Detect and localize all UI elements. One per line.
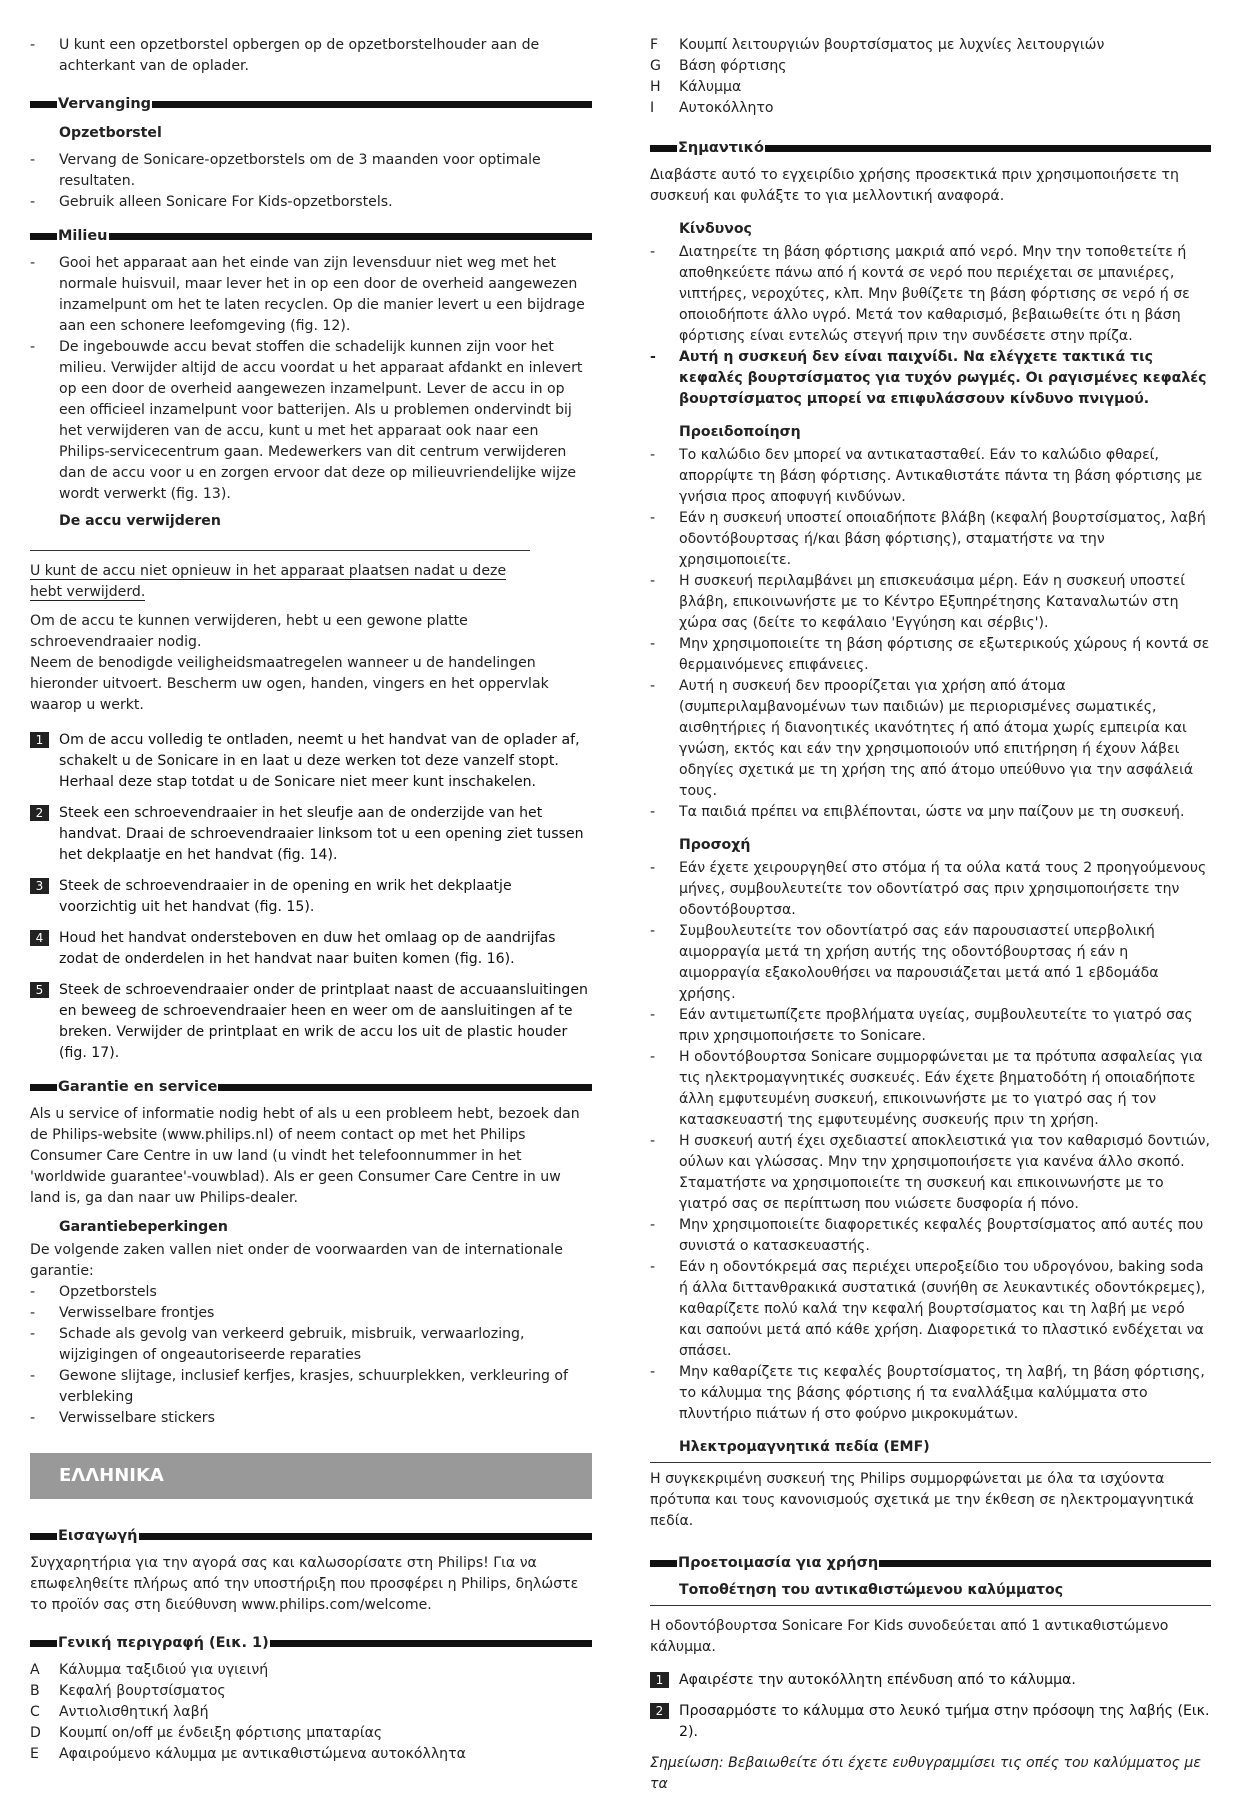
subheading-kindynos: Κίνδυνος [679, 221, 752, 237]
section-heading-milieu [30, 225, 592, 247]
step-item [30, 730, 592, 793]
part-letter: F [650, 37, 659, 53]
list-item: - U kunt een opzetborstel opbergen op de opzetborstelhouder aan de achterkant van de oplader. [30, 37, 540, 74]
list-item: - Εάν αντιμετωπίζετε προβλήματα υγείας, συμβουλευτείτε το γιατρό σας πριν χρησιμοποιήσετε το Sonicare. [650, 1007, 1193, 1044]
part-text: Αυτοκόλλητο [679, 100, 774, 116]
list-item: - Verwisselbare stickers [30, 1410, 215, 1426]
part-item [650, 56, 1211, 77]
paragraph: Διαβάστε αυτό το εγχειρίδιο χρήσης προσεκτικά πριν χρησιμοποιήσετε τη συσκευή και φυλάξτε το για μελλοντική αναφορά. [650, 167, 1179, 204]
list-item-text: Vervang de Sonicare-opzetborstels om de 3 maanden voor optimale resultaten. [59, 152, 541, 189]
list-item: - Η οδοντόβουρτσα Sonicare συμμορφώνεται με τα πρότυπα ασφαλείας για τις ηλεκτρομαγνητικές συσκευές. Εάν έχετε βηματοδότη ή οποιαδήποτε άλλη εμφυτευμένη συσκευή, επικοινωνήστε με το γιατρό σας ή τον κατασκευαστή της εμφυτευμένης συσκευής πριν τη χρήση. [650, 1049, 1203, 1128]
paragraph: Neem de benodigde veiligheidsmaatregelen wanneer u de handelingen hieronder uitvoert. Bescherm uw ogen, handen, vingers en het oppervlak waarop u werkt. [30, 655, 549, 713]
section-title: Γενική περιγραφή (Εικ. 1) [58, 1634, 269, 1651]
subheading-prosoxi: Προσοχή [679, 837, 751, 853]
part-text: Αντιολισθητική λαβή [59, 1704, 209, 1720]
list-item: - Μην χρησιμοποιείτε διαφορετικές κεφαλές βουρτσίσματος από αυτές που συνιστά ο κατασκευαστής. [650, 1217, 1204, 1254]
list-item-text: Verwisselbare frontjes [59, 1305, 215, 1321]
part-item [30, 1723, 592, 1744]
list-item: - Η συσκευή αυτή έχει σχεδιαστεί αποκλειστικά για τον καθαρισμό δοντιών, ούλων και γλώσσας. Μην την χρησιμοποιήσετε για κανένα άλλο σκοπό. Σταματήστε να χρησιμοποιείτε τη συσκευή και επικοινωνήστε με το γιατρό σας σε περίπτωση που νιώσετε δυσφορία ή πόνο. [650, 1133, 1211, 1212]
list-item-text: Εάν η συσκευή υποστεί οποιαδήποτε βλάβη (κεφαλή βουρτσίσματος, λαβή οδοντόβουρτσας ή/και βάση φόρτισης), σταματήστε να την χρησιμοποιείτε. [679, 510, 1206, 568]
list-item: - Η συσκευή περιλαμβάνει μη επισκευάσιμα μέρη. Εάν η συσκευή υποστεί βλάβη, επικοινωνήστε με το Κέντρο Εξυπηρέτησης Καταναλωτών στη χώρα σας (δείτε το κεφάλαιο 'Εγγύηση και σέρβις'). [650, 573, 1185, 631]
part-letter: D [30, 1725, 41, 1741]
step-text: Αφαιρέστε την αυτοκόλλητη επένδυση από το κάλυμμα. [679, 1672, 1076, 1688]
subheading-accu-verwijderen: De accu verwijderen [59, 513, 221, 529]
list-item-text: Συμβουλευτείτε τον οδοντίατρό σας εάν παρουσιαστεί υπερβολική αιμορραγία μετά τη χρήση αυτής της οδοντόβουρτσας ή εάν η αιμορραγία εξακολουθήσει να παρουσιάζεται μετά από 1 εβδομάδα χρήσης. [679, 923, 1159, 1002]
list-item-text: Αυτή η συσκευή δεν προορίζεται για χρήση από άτομα (συμπεριλαμβανομένων των παιδιών) με περιορισμένες σωματικές, αισθητήριες ή διανοητικές ικανότητες ή από άτομα χωρίς εμπειρία και γνώση, εκτός και εάν την χρησιμοποιούν υπό επιτήρηση ή έχουν λάβει οδηγίες σχετικά με τη χρήση της από άτομο υπεύθυνο για την ασφάλειά τους. [679, 678, 1194, 799]
list-item: - Αυτή η συσκευή δεν προορίζεται για χρήση από άτομα (συμπεριλαμβανομένων των παιδιών) με περιορισμένες σωματικές, αισθητήριες ή διανοητικές ικανότητες ή από άτομα χωρίς εμπειρία και γνώση, εκτός και εάν την χρησιμοποιούν υπό επιτήρηση ή έχουν λάβει οδηγίες σχετικά με τη χρήση της από άτομο υπεύθυνο για την ασφάλειά τους. [650, 678, 1194, 799]
list-item: - Schade als gevolg van verkeerd gebruik, misbruik, verwaarlozing, wijzigingen of ongeautoriseerde reparaties [30, 1326, 525, 1363]
section-title: Garantie en service [58, 1078, 218, 1095]
list-item: - Opzetborstels [30, 1284, 157, 1300]
section-title: Προετοιμασία για χρήση [678, 1554, 879, 1571]
list-item: - Verwisselbare frontjes [30, 1305, 215, 1321]
list-item: - Μην χρησιμοποιείτε τη βάση φόρτισης σε εξωτερικούς χώρους ή κοντά σε θερμαινόμενες επιφάνειες. [650, 636, 1210, 673]
list-item-text: Τα παιδιά πρέπει να επιβλέπονται, ώστε να μην παίζουν με τη συσκευή. [679, 804, 1185, 820]
step-number: 5 [30, 982, 49, 998]
part-item [30, 1744, 592, 1765]
part-item [30, 1681, 592, 1702]
part-letter: B [30, 1683, 40, 1699]
step-text: Προσαρμόστε το κάλυμμα στο λευκό τμήμα στην πρόσοψη της λαβής (Εικ. 2). [679, 1703, 1210, 1740]
part-text: Κουμπί on/off με ένδειξη φόρτισης μπαταρίας [59, 1725, 383, 1741]
section-heading-proetoimasia [650, 1552, 1211, 1574]
part-text: Βάση φόρτισης [679, 58, 787, 74]
step-text: Houd het handvat ondersteboven en duw het omlaag op de aandrijfas zodat de onderdelen in het handvat naar buiten komen (fig. 16). [59, 930, 556, 967]
subheading-opzetborstel: Opzetborstel [59, 125, 162, 141]
warning-block [30, 550, 530, 603]
step-item [30, 803, 592, 866]
list-item: - Εάν η οδοντόκρεμά σας περιέχει υπεροξείδιο του υδρογόνου, baking soda ή άλλα διττανθρακικά συστατικά (συνήθη σε λευκαντικές οδοντόκρεμες), καθαρίζετε πολύ καλά την κεφαλή βουρτσίσματος και τη λαβή με νερό και σαπούνι μετά από κάθε χρήση. Διαφορετικά το πλαστικό ενδέχεται να σπάσει. [650, 1259, 1206, 1359]
section-heading-geniki [30, 1632, 592, 1654]
part-letter: G [650, 58, 661, 74]
list-item-text: Μην χρησιμοποιείτε διαφορετικές κεφαλές βουρτσίσματος από αυτές που συνιστά ο κατασκευαστής. [679, 1217, 1204, 1254]
list-item: - Διατηρείτε τη βάση φόρτισης μακριά από νερό. Μην την τοποθετείτε ή αποθηκεύετε πάνω από ή κοντά σε νερό που περιέχεται σε μπανιέρες, νιπτήρες, νεροχύτες, κλπ. Μην βυθίζετε τη βάση φόρτισης σε νερό ή σε οποιοδήποτε άλλο υγρό. Μετά τον καθαρισμό, βεβαιωθείτε ότι η βάση φόρτισης είναι εντελώς στεγνή πριν την συνδέσετε στην πρίζα. [650, 244, 1190, 344]
list-item: - Εάν έχετε χειρουργηθεί στο στόμα ή τα ούλα κατά τους 2 προηγούμενους μήνες, συμβουλευτείτε τον οδοντίατρό σας πριν χρησιμοποιήσετε την οδοντόβουρτσα. [650, 860, 1207, 918]
step-item [30, 980, 592, 1064]
paragraph: Η συγκεκριμένη συσκευή της Philips συμμορφώνεται με όλα τα ισχύοντα πρότυπα και τους κανονισμούς σχετικά με την έκθεση σε ηλεκτρομαγνητικά πεδία. [650, 1471, 1194, 1529]
section-heading-vervanging [30, 93, 592, 115]
list-item-text: Εάν αντιμετωπίζετε προβλήματα υγείας, συμβουλευτείτε το γιατρό σας πριν χρησιμοποιήσετε το Sonicare. [679, 1007, 1193, 1044]
step-item [650, 1701, 1211, 1743]
list-item: - De ingebouwde accu bevat stoffen die schadelijk kunnen zijn voor het milieu. Verwijder altijd de accu voordat u het apparaat afdankt en inlevert op een door de overheid aangewezen inzamelpunt. Lever de accu in op een officieel inzamelpunt voor batterijen. Als u problemen ondervindt bij het verwijderen van de accu, kunt u met het apparaat ook naar een Philips-servicecentrum gaan. Medewerkers van dit centrum verwijderen dan de accu voor u en zorgen ervoor dat deze op milieuvriendelijke wijze wordt verwerkt (fig. 13). [30, 339, 583, 502]
right-column [650, 35, 1211, 1795]
list-item-text: Το καλώδιο δεν μπορεί να αντικατασταθεί. Εάν το καλώδιο φθαρεί, απορρίψτε τη βάση φόρτισης. Αντικαθιστάτε πάντα τη βάση φόρτισης με γνήσια προς αποφυγή κινδύνων. [679, 447, 1203, 505]
step-number: 2 [30, 805, 49, 821]
list-item: - Gebruik alleen Sonicare For Kids-opzetborstels. [30, 194, 393, 210]
part-letter: I [650, 100, 655, 116]
paragraph: Als u service of informatie nodig hebt of als u een probleem hebt, bezoek dan de Philips-website (www.philips.nl) of neem contact op met het Philips Consumer Care Centre in uw land (u vindt het telefoonnummer in het 'worldwide guarantee'-vouwblad). Als er geen Consumer Care Centre in uw land is, ga dan naar uw Philips-dealer. [30, 1106, 580, 1206]
part-letter: E [30, 1746, 39, 1762]
step-item [30, 928, 592, 970]
list-item-text: Εάν η οδοντόκρεμά σας περιέχει υπεροξείδιο του υδρογόνου, baking soda ή άλλα διττανθρακικά συστατικά (συνήθη σε λευκαντικές οδοντόκρεμες), καθαρίζετε πολύ καλά την κεφαλή βουρτσίσματος και τη λαβή με νερό και σαπούνι μετά από κάθε χρήση. Διαφορετικά το πλαστικό ενδέχεται να σπάσει. [679, 1259, 1206, 1359]
list-item-text: De ingebouwde accu bevat stoffen die schadelijk kunnen zijn voor het milieu. Verwijder altijd de accu voordat u het apparaat afdankt en inlevert op een door de overheid aangewezen inzamelpunt. Lever de accu in op een officieel inzamelpunt voor batterijen. Als u problemen ondervindt bij het verwijderen van de accu, kunt u met het apparaat ook naar een Philips-servicecentrum gaan. Medewerkers van dit centrum verwijderen dan de accu voor u en zorgen ervoor dat deze op milieuvriendelijke wijze wordt verwerkt (fig. 13). [59, 339, 583, 502]
list-item-text: Gebruik alleen Sonicare For Kids-opzetborstels. [59, 194, 393, 210]
list-item-text: Η συσκευή περιλαμβάνει μη επισκευάσιμα μέρη. Εάν η συσκευή υποστεί βλάβη, επικοινωνήστε με το Κέντρο Εξυπηρέτησης Καταναλωτών στη χώρα σας (δείτε το κεφάλαιο 'Εγγύηση και σέρβις'). [679, 573, 1185, 631]
part-text: Κεφαλή βουρτσίσματος [59, 1683, 226, 1699]
part-item [30, 1702, 592, 1723]
list-item-text: Εάν έχετε χειρουργηθεί στο στόμα ή τα ούλα κατά τους 2 προηγούμενους μήνες, συμβουλευτείτε τον οδοντίατρό σας πριν χρησιμοποιήσετε την οδοντόβουρτσα. [679, 860, 1207, 918]
step-text: Steek de schroevendraaier in de opening en wrik het dekplaatje voorzichtig uit het handvat (fig. 15). [59, 878, 512, 915]
step-number: 4 [30, 930, 49, 946]
list-item-text: U kunt een opzetborstel opbergen op de opzetborstelhouder aan de achterkant van de oplader. [59, 37, 540, 74]
list-item-text: Αυτή η συσκευή δεν είναι παιχνίδι. Να ελέγχετε τακτικά τις κεφαλές βουρτσίσματος για τυχόν ρωγμές. Οι ραγισμένες κεφαλές βουρτσίσματος μπορεί να επιφυλάσσουν κίνδυνο πνιγμού. [679, 349, 1207, 407]
list-item: - Το καλώδιο δεν μπορεί να αντικατασταθεί. Εάν το καλώδιο φθαρεί, απορρίψτε τη βάση φόρτισης. Αντικαθιστάτε πάντα τη βάση φόρτισης με γνήσια προς αποφυγή κινδύνων. [650, 447, 1203, 505]
list-item: - Συμβουλευτείτε τον οδοντίατρό σας εάν παρουσιαστεί υπερβολική αιμορραγία μετά τη χρήση αυτής της οδοντόβουρτσας ή εάν η αιμορραγία εξακολουθήσει να παρουσιάζεται μετά από 1 εβδομάδα χρήσης. [650, 923, 1159, 1002]
step-item [30, 876, 592, 918]
list-item: - Gewone slijtage, inclusief kerfjes, krasjes, schuurplekken, verkleuring of verbleking [30, 1368, 569, 1405]
step-text: Steek de schroevendraaier onder de printplaat naast de accuaansluitingen en beweeg de schroevendraaier heen en weer om de aansluitingen af te breken. Verwijder de printplaat en wrik de accu los uit de plastic houder (fig. 17). [59, 982, 588, 1061]
part-letter: C [30, 1704, 40, 1720]
step-number: 2 [650, 1703, 669, 1719]
section-heading-eisagogi [30, 1525, 592, 1547]
part-letter: A [30, 1662, 40, 1678]
list-item-text: Schade als gevolg van verkeerd gebruik, misbruik, verwaarlozing, wijzigingen of ongeautoriseerde reparaties [59, 1326, 525, 1363]
section-title: Milieu [58, 227, 108, 244]
part-item [30, 1660, 592, 1681]
list-item-text: Μην χρησιμοποιείτε τη βάση φόρτισης σε εξωτερικούς χώρους ή κοντά σε θερμαινόμενες επιφάνειες. [679, 636, 1210, 673]
list-item-text: Διατηρείτε τη βάση φόρτισης μακριά από νερό. Μην την τοποθετείτε ή αποθηκεύετε πάνω από ή κοντά σε νερό που περιέχεται σε μπανιέρες, νιπτήρες, νεροχύτες, κλπ. Μην βυθίζετε τη βάση φόρτισης σε νερό ή σε οποιοδήποτε άλλο υγρό. Μετά τον καθαρισμό, βεβαιωθείτε ότι η βάση φόρτισης είναι εντελώς στεγνή πριν την συνδέσετε στην πρίζα. [679, 244, 1190, 344]
list-item-text: Verwisselbare stickers [59, 1410, 215, 1426]
list-item: - Τα παιδιά πρέπει να επιβλέπονται, ώστε να μην παίζουν με τη συσκευή. [650, 804, 1185, 820]
list-item-text: Μην καθαρίζετε τις κεφαλές βουρτσίσματος, τη λαβή, τη βάση φόρτισης, το κάλυμμα της βάσης φόρτισης ή τα εναλλάξιμα καλύμματα στο πλυντήριο πιάτων ή στο φούρνο μικροκυμάτων. [679, 1364, 1205, 1422]
section-heading-garantie [30, 1076, 592, 1098]
paragraph: De volgende zaken vallen niet onder de voorwaarden van de internationale garantie: [30, 1242, 563, 1279]
list-item-text: Gewone slijtage, inclusief kerfjes, krasjes, schuurplekken, verkleuring of verbleking [59, 1368, 569, 1405]
subheading-emf: Ηλεκτρομαγνητικά πεδία (EMF) [650, 1437, 1211, 1463]
step-text: Steek een schroevendraaier in het sleufje aan de onderzijde van het handvat. Draai de schroevendraaier linksom tot u een opening ziet tussen het dekplaatje en het handvat (fig. 14). [59, 805, 584, 863]
part-item [650, 98, 1211, 119]
subheading-topothetisi: Τοποθέτηση του αντικαθιστώμενου καλύμματος [650, 1580, 1211, 1606]
section-heading-simantiko [650, 137, 1211, 159]
part-item [650, 77, 1211, 98]
step-item [650, 1670, 1211, 1691]
list-item: - Εάν η συσκευή υποστεί οποιαδήποτε βλάβη (κεφαλή βουρτσίσματος, λαβή οδοντόβουρτσας ή/και βάση φόρτισης), σταματήστε να την χρησιμοποιείτε. [650, 510, 1206, 568]
part-text: Κάλυμμα [679, 79, 742, 95]
section-title: Εισαγωγή [58, 1527, 138, 1544]
section-title: Σημαντικό [678, 139, 764, 156]
paragraph: Η οδοντόβουρτσα Sonicare For Kids συνοδεύεται από 1 αντικαθιστώμενο κάλυμμα. [650, 1618, 1169, 1655]
part-text: Κάλυμμα ταξιδιού για υγιεινή [59, 1662, 269, 1678]
part-text: Κουμπί λειτουργιών βουρτσίσματος με λυχνίες λειτουργιών [679, 37, 1105, 53]
step-number: 1 [650, 1672, 669, 1688]
warning-text: U kunt de accu niet opnieuw in het apparaat plaatsen nadat u deze hebt verwijderd. [30, 563, 507, 600]
paragraph: Συγχαρητήρια για την αγορά σας και καλωσορίσατε στη Philips! Για να επωφεληθείτε πλήρως από την υποστήριξη που προσφέρει η Philips, δηλώστε το προϊόν σας στη διεύθυνση www.philips.com/welcome. [30, 1555, 579, 1613]
left-column [30, 35, 592, 1765]
step-number: 1 [30, 732, 49, 748]
list-item: - Vervang de Sonicare-opzetborstels om de 3 maanden voor optimale resultaten. [30, 152, 541, 189]
list-item: - Αυτή η συσκευή δεν είναι παιχνίδι. Να ελέγχετε τακτικά τις κεφαλές βουρτσίσματος για τυχόν ρωγμές. Οι ραγισμένες κεφαλές βουρτσίσματος μπορεί να επιφυλάσσουν κίνδυνο πνιγμού. [650, 349, 1207, 407]
step-text: Om de accu volledig te ontladen, neemt u het handvat van de oplader af, schakelt u de Sonicare in en laat u deze werken tot deze vanzelf stopt. Herhaal deze stap totdat u de Sonicare niet meer kunt inschakelen. [59, 732, 580, 790]
part-text: Αφαιρούμενο κάλυμμα με αντικαθιστώμενα αυτοκόλλητα [59, 1746, 466, 1762]
list-item-text: Opzetborstels [59, 1284, 157, 1300]
part-item [650, 35, 1211, 56]
part-letter: H [650, 79, 661, 95]
list-item-text: Gooi het apparaat aan het einde van zijn levensduur niet weg met het normale huisvuil, maar lever het in op een door de overheid aangewezen inzamelpunt om het te laten recyclen. Op die manier levert u een bijdrage aan een schonere leefomgeving (fig. 12). [59, 255, 585, 334]
paragraph: Om de accu te kunnen verwijderen, hebt u een gewone platte schroevendraaier nodig. [30, 613, 468, 650]
step-number: 3 [30, 878, 49, 894]
list-item-text: Η συσκευή αυτή έχει σχεδιαστεί αποκλειστικά για τον καθαρισμό δοντιών, ούλων και γλώσσας. Μην την χρησιμοποιήσετε για κανένα άλλο σκοπό. Σταματήστε να χρησιμοποιείτε τη συσκευή και επικοινωνήστε με το γιατρό σας σε περίπτωση που νιώσετε δυσφορία ή πόνο. [679, 1133, 1211, 1212]
list-item-text: Η οδοντόβουρτσα Sonicare συμμορφώνεται με τα πρότυπα ασφαλείας για τις ηλεκτρομαγνητικές συσκευές. Εάν έχετε βηματοδότη ή οποιαδήποτε άλλη εμφυτευμένη συσκευή, επικοινωνήστε με το γιατρό σας ή τον κατασκευαστή της εμφυτευμένης συσκευής πριν τη χρήση. [679, 1049, 1203, 1128]
list-item: - Gooi het apparaat aan het einde van zijn levensduur niet weg met het normale huisvuil, maar lever het in op een door de overheid aangewezen inzamelpunt om het te laten recyclen. Op die manier levert u een bijdrage aan een schonere leefomgeving (fig. 12). [30, 255, 585, 334]
language-banner: ΕΛΛΗΝΙΚΑ [30, 1453, 592, 1499]
note-text: Σημείωση: Βεβαιωθείτε ότι έχετε ευθυγραμμίσει τις οπές του καλύμματος με τα [650, 1755, 1201, 1792]
list-item: - Μην καθαρίζετε τις κεφαλές βουρτσίσματος, τη λαβή, τη βάση φόρτισης, το κάλυμμα της βάσης φόρτισης ή τα εναλλάξιμα καλύμματα στο πλυντήριο πιάτων ή στο φούρνο μικροκυμάτων. [650, 1364, 1205, 1422]
subheading-garantiebeperkingen: Garantiebeperkingen [59, 1219, 228, 1235]
section-title: Vervanging [58, 95, 152, 112]
subheading-proeidopoiisi: Προειδοποίηση [679, 424, 801, 440]
